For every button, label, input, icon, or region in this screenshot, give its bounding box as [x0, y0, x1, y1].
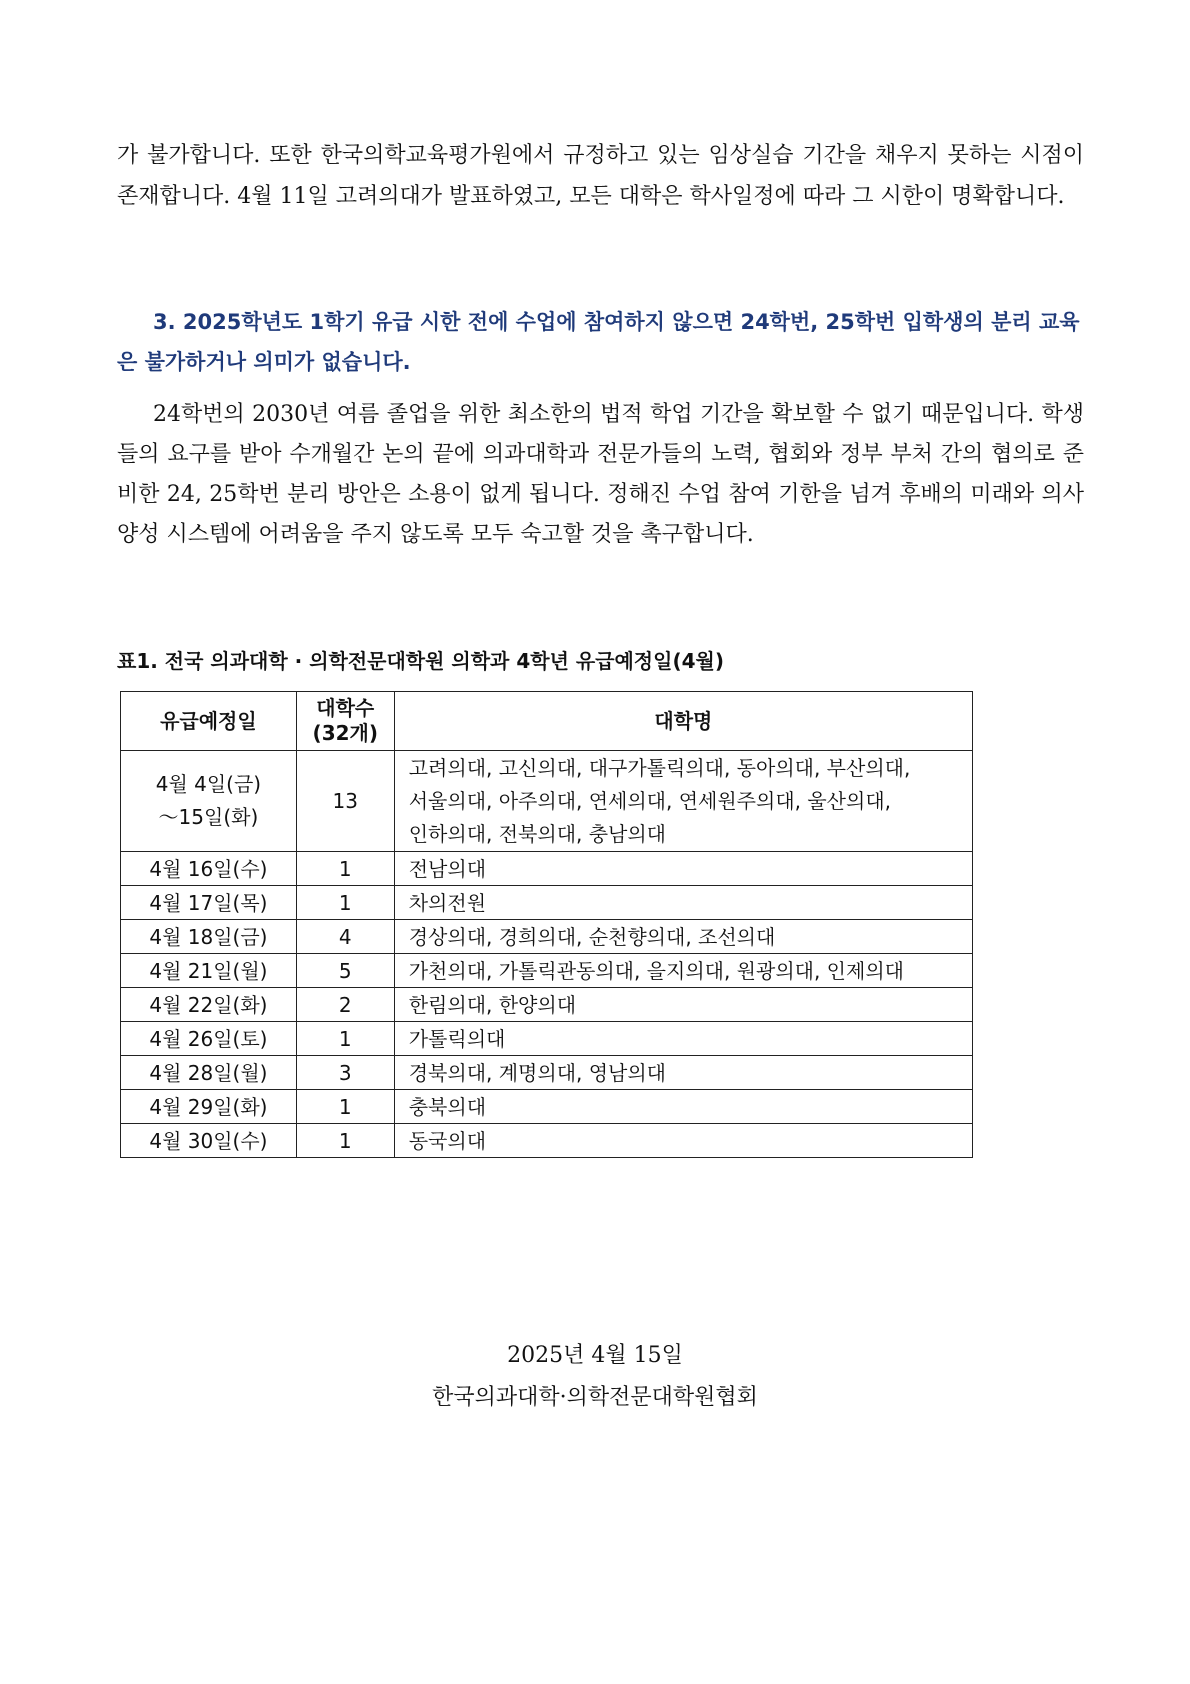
cell-date: 4월 16일(수) [121, 852, 297, 886]
cell-count: 2 [296, 988, 394, 1022]
cell-date: 4월 29일(화) [121, 1090, 297, 1124]
cell-names: 가천의대, 가톨릭관동의대, 을지의대, 원광의대, 인제의대 [394, 954, 972, 988]
cell-date: 4월 26일(토) [121, 1022, 297, 1056]
cell-names-line1: 고려의대, 고신의대, 대구가톨릭의대, 동아의대, 부산의대, [408, 755, 911, 780]
cell-date: 4월 30일(수) [121, 1124, 297, 1158]
cell-date: 4월 21일(월) [121, 954, 297, 988]
issue-date: 2025년 4월 15일 [507, 1343, 683, 1368]
cell-count: 1 [296, 852, 394, 886]
section-3-heading: 3. 2025학년도 1학기 유급 시한 전에 수업에 참여하지 않으면 24학번, 25학번 입학생의 분리 교육은 불가하거나 의미가 없습니다. [117, 310, 1080, 374]
cell-count: 5 [296, 954, 394, 988]
cell-names: 전남의대 [394, 852, 972, 886]
cell-date-line2: ～15일(화) [158, 805, 259, 829]
table-row [121, 886, 973, 920]
cell-names: 충북의대 [394, 1090, 972, 1124]
table-row [121, 988, 973, 1022]
cell-count: 13 [296, 751, 394, 852]
cell-count: 3 [296, 1056, 394, 1090]
cell-count: 1 [296, 1124, 394, 1158]
grade-retention-schedule-table [120, 691, 973, 1158]
table-row [121, 1022, 973, 1056]
cell-names: 경상의대, 경희의대, 순천향의대, 조선의대 [394, 920, 972, 954]
table-row [121, 1090, 973, 1124]
cell-count: 4 [296, 920, 394, 954]
header-names: 대학명 [394, 692, 972, 751]
table-header-row [121, 692, 973, 751]
cell-count: 1 [296, 1022, 394, 1056]
cell-date [121, 751, 297, 852]
header-date: 유급예정일 [121, 692, 297, 751]
header-count [296, 692, 394, 751]
continuation-paragraph: 가 불가합니다. 또한 한국의학교육평가원에서 규정하고 있는 임상실습 기간을 채우지 못하는 시점이 존재합니다. 4월 11일 고려의대가 발표하였고, 모든 대학은 학사일정에 따라 그 시한이 명확합니다. [117, 143, 1084, 209]
cell-count: 1 [296, 886, 394, 920]
table-row [121, 852, 973, 886]
table-row [121, 920, 973, 954]
header-count-line2: (32개) [312, 721, 378, 745]
section-3-body: 24학번의 2030년 여름 졸업을 위한 최소한의 법적 학업 기간을 확보할 수 없기 때문입니다. 학생들의 요구를 받아 수개월간 논의 끝에 의과대학과 전문가들의 노력, 협회와 정부 부처 간의 협의로 준비한 24, 25학번 분리 방안은 소용이 없게 됩니다. 정해진 수업 참여 기한을 넘겨 후배의 미래와 의사양성 시스템에 어려움을 주지 않도록 모두 숙고할 것을 촉구합니다. [117, 402, 1084, 547]
cell-date-line1: 4월 4일(금) [155, 772, 262, 796]
table-row [121, 1056, 973, 1090]
issuing-organization: 한국의과대학·의학전문대학원협회 [432, 1385, 758, 1410]
table-caption: 표1. 전국 의과대학 · 의학전문대학원 의학과 4학년 유급예정일(4월) [117, 649, 724, 673]
cell-names-line3: 인하의대, 전북의대, 충남의대 [408, 821, 667, 846]
cell-date: 4월 22일(화) [121, 988, 297, 1022]
cell-names: 경북의대, 계명의대, 영남의대 [394, 1056, 972, 1090]
cell-names: 차의전원 [394, 886, 972, 920]
table-row [121, 1124, 973, 1158]
cell-names-line2: 서울의대, 아주의대, 연세의대, 연세원주의대, 울산의대, [408, 788, 891, 813]
cell-names: 동국의대 [394, 1124, 972, 1158]
cell-date: 4월 18일(금) [121, 920, 297, 954]
cell-names [394, 751, 972, 852]
cell-names: 가톨릭의대 [394, 1022, 972, 1056]
cell-date: 4월 28일(월) [121, 1056, 297, 1090]
table-row [121, 954, 973, 988]
table-row [121, 751, 973, 852]
cell-count: 1 [296, 1090, 394, 1124]
cell-date: 4월 17일(목) [121, 886, 297, 920]
header-count-line1: 대학수 [316, 696, 375, 720]
cell-names: 한림의대, 한양의대 [394, 988, 972, 1022]
